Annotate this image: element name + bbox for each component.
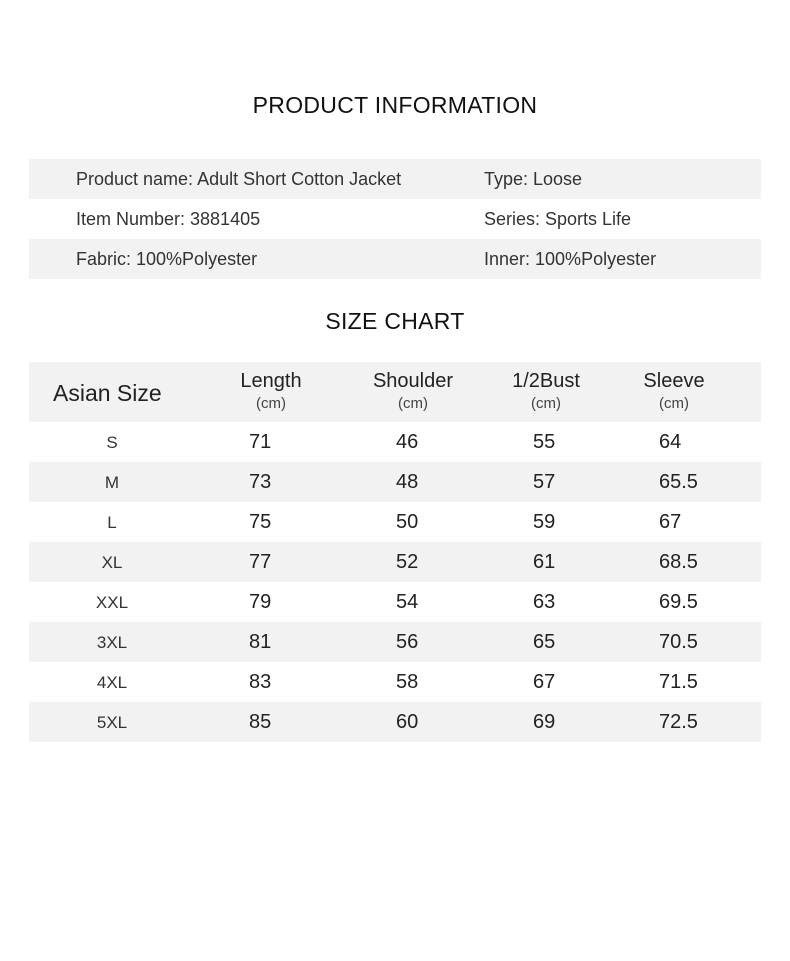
size-row-4xl: [29, 662, 761, 702]
column-unit: (cm): [256, 395, 286, 412]
sleeve-value: 67: [659, 511, 682, 533]
info-row: [29, 239, 761, 279]
info-product-name: Product name: Adult Short Cotton Jacket: [76, 168, 402, 189]
size-label: L: [107, 513, 117, 532]
product-info-table: [29, 159, 761, 279]
size-row-m: [29, 462, 761, 502]
size-label: XXL: [95, 593, 129, 612]
length-value: 75: [249, 511, 272, 533]
size-label: M: [104, 473, 120, 492]
asian-size-header: Asian Size: [53, 380, 162, 406]
shoulder-value: 60: [396, 711, 419, 733]
column-unit: (cm): [531, 395, 561, 412]
size-row-s: [29, 422, 761, 462]
shoulder-value: 56: [396, 631, 419, 653]
shoulder-value: 46: [396, 431, 419, 453]
sleeve-value: 65.5: [659, 471, 698, 493]
sleeve-value: 68.5: [659, 551, 698, 573]
size-row-l: [29, 502, 761, 542]
column-unit: (cm): [398, 395, 428, 412]
length-value: 85: [249, 711, 272, 733]
bust-value: 57: [533, 471, 556, 493]
size-row-3xl: [29, 622, 761, 662]
size-label: S: [106, 433, 118, 452]
length-value: 83: [249, 671, 272, 693]
product-information-title: PRODUCT INFORMATION: [252, 92, 538, 118]
sleeve-value: 69.5: [659, 591, 698, 613]
shoulder-value: 50: [396, 511, 419, 533]
shoulder-header: [343, 370, 483, 412]
length-header: [201, 370, 341, 412]
size-chart-header: [29, 362, 761, 422]
bust-value: 63: [533, 591, 556, 613]
size-label: 3XL: [96, 633, 128, 652]
info-fabric: Fabric: 100%Polyester: [76, 248, 258, 269]
info-inner: Inner: 100%Polyester: [484, 248, 657, 269]
bust-value: 55: [533, 431, 556, 453]
length-value: 77: [249, 551, 272, 573]
size-label: XL: [101, 553, 123, 572]
size-row-xl: [29, 542, 761, 582]
length-value: 79: [249, 591, 272, 613]
info-series: Series: Sports Life: [484, 208, 632, 229]
info-row: [29, 159, 761, 199]
column-name: Length: [240, 370, 302, 392]
bust-header: [476, 370, 616, 412]
sleeve-value: 72.5: [659, 711, 698, 733]
bust-value: 69: [533, 711, 556, 733]
length-value: 81: [249, 631, 272, 653]
column-name: Shoulder: [372, 370, 454, 392]
shoulder-value: 54: [396, 591, 419, 613]
size-row-xxl: [29, 582, 761, 622]
length-value: 73: [249, 471, 272, 493]
bust-value: 65: [533, 631, 556, 653]
sleeve-header: [604, 370, 744, 412]
info-item-number: Item Number: 3881405: [76, 208, 261, 229]
bust-value: 61: [533, 551, 556, 573]
bust-value: 67: [533, 671, 556, 693]
size-chart-table: [29, 362, 761, 742]
shoulder-value: 58: [396, 671, 419, 693]
bust-value: 59: [533, 511, 556, 533]
column-unit: (cm): [659, 395, 689, 412]
size-label: 4XL: [96, 673, 128, 692]
column-name: Sleeve: [643, 370, 705, 392]
length-value: 71: [249, 431, 272, 453]
sleeve-value: 70.5: [659, 631, 698, 653]
sleeve-value: 71.5: [659, 671, 698, 693]
column-name: 1/2Bust: [512, 370, 580, 392]
shoulder-value: 48: [396, 471, 419, 493]
size-row-5xl: [29, 702, 761, 742]
info-type: Type: Loose: [484, 168, 583, 189]
size-chart-title: SIZE CHART: [325, 308, 465, 334]
info-row: [29, 199, 761, 239]
sleeve-value: 64: [659, 431, 682, 453]
size-label: 5XL: [96, 713, 128, 732]
shoulder-value: 52: [396, 551, 419, 573]
